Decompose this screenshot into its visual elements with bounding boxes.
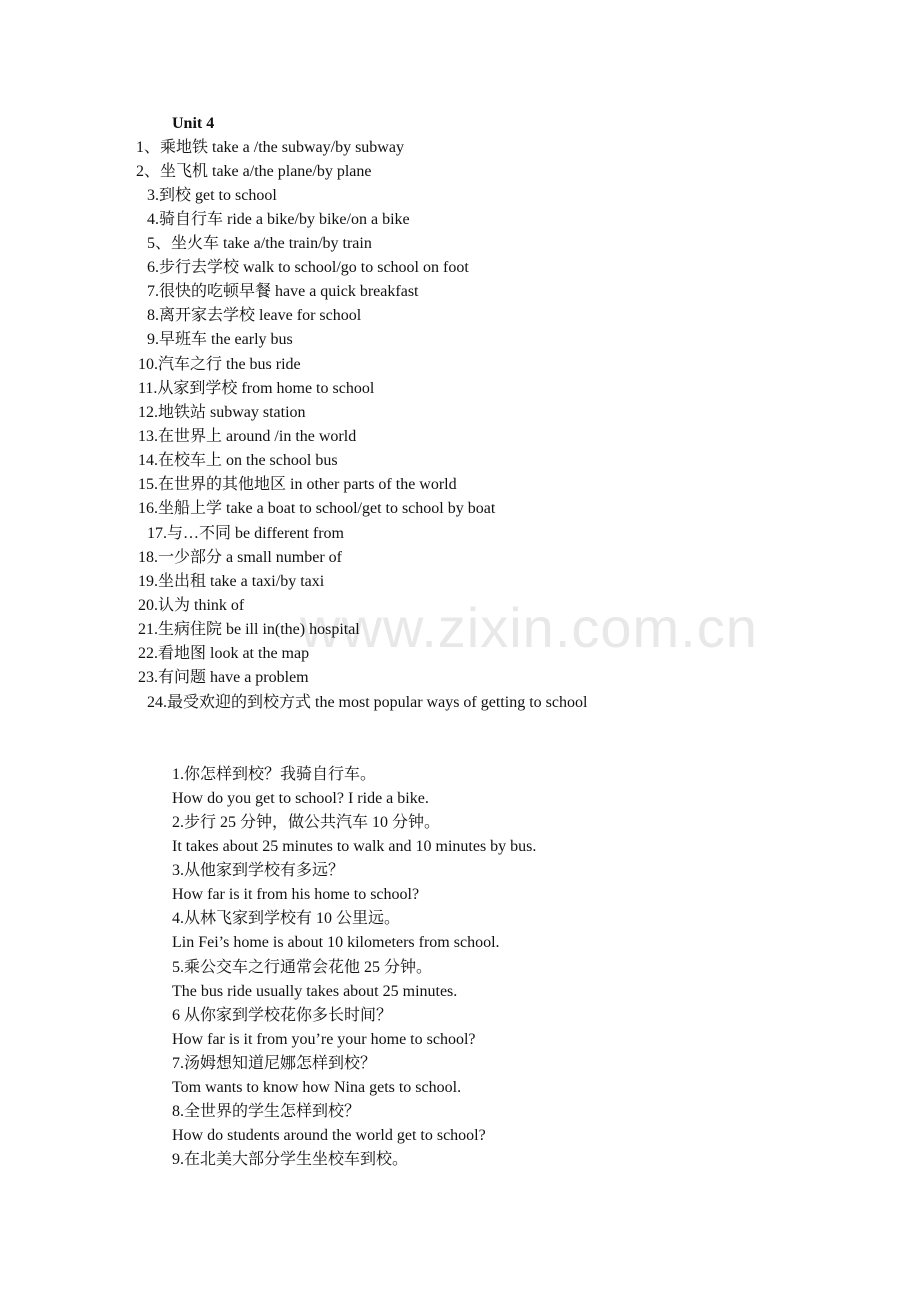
vocab-item: 8.离开家去学校 leave for school: [147, 307, 362, 324]
sentence-line: 5.乘公交车之行通常会花他 25 分钟。: [172, 959, 433, 976]
sentence-line: How do you get to school? I ride a bike.: [172, 790, 429, 807]
vocab-item: 4.骑自行车 ride a bike/by bike/on a bike: [147, 211, 410, 228]
sentence-line: 7.汤姆想知道尼娜怎样到校？: [172, 1055, 377, 1072]
vocab-item: 15.在世界的其他地区 in other parts of the world: [138, 476, 457, 493]
vocab-item: 16.坐船上学 take a boat to school/get to school by boat: [138, 500, 496, 517]
vocab-item: 7.很快的吃顿早餐 have a quick breakfast: [147, 283, 419, 300]
vocab-item: 2、坐飞机 take a/the plane/by plane: [136, 163, 372, 180]
sentence-line: How far is it from you’re your home to school?: [172, 1031, 476, 1048]
vocab-item: 9.早班车 the early bus: [147, 331, 293, 348]
sentence-line: The bus ride usually takes about 25 minutes.: [172, 983, 458, 1000]
vocab-item: 12.地铁站 subway station: [138, 404, 306, 421]
sentence-line: 6 从你家到学校花你多长时间？: [172, 1007, 393, 1024]
sentence-line: 2.步行 25 分钟，做公共汽车 10 分钟。: [172, 814, 441, 831]
sentence-line: 3.从他家到学校有多远？: [172, 862, 345, 879]
vocab-item: 22.看地图 look at the map: [138, 645, 310, 662]
sentence-line: 4.从林飞家到学校有 10 公里远。: [172, 910, 401, 927]
vocab-item: 10.汽车之行 the bus ride: [138, 356, 301, 373]
vocab-item: 11.从家到学校 from home to school: [138, 380, 375, 397]
sentence-line: 1.你怎样到校？我骑自行车。: [172, 766, 377, 783]
vocab-item: 17.与…不同 be different from: [147, 525, 344, 542]
sentence-line: 9.在北美大部分学生坐校车到校。: [172, 1151, 409, 1168]
sentence-line: How do students around the world get to school?: [172, 1127, 486, 1144]
vocab-item: 14.在校车上 on the school bus: [138, 452, 338, 469]
vocab-item: 19.坐出租 take a taxi/by taxi: [138, 573, 325, 590]
unit-title: Unit 4: [172, 115, 215, 132]
sentence-line: Lin Fei’s home is about 10 kilometers from school.: [172, 934, 500, 951]
watermark: www.zixin.com.cn: [300, 596, 758, 659]
vocab-item: 23.有问题 have a problem: [138, 669, 309, 686]
vocab-item: 13.在世界上 around /in the world: [138, 428, 357, 445]
vocab-item: 6.步行去学校 walk to school/go to school on foot: [147, 259, 469, 276]
vocab-item: 18.一少部分 a small number of: [138, 549, 342, 566]
sentence-line: It takes about 25 minutes to walk and 10 minutes by bus.: [172, 838, 537, 855]
vocab-item: 20.认为 think of: [138, 597, 245, 614]
sentence-line: Tom wants to know how Nina gets to school.: [172, 1079, 462, 1096]
vocab-item: 1、乘地铁 take a /the subway/by subway: [136, 139, 404, 156]
vocab-item: 3.到校 get to school: [147, 187, 277, 204]
vocab-item: 21.生病住院 be ill in(the) hospital: [138, 621, 360, 638]
sentence-line: 8.全世界的学生怎样到校？: [172, 1103, 361, 1120]
vocab-item: 5、坐火车 take a/the train/by train: [147, 235, 372, 252]
sentence-line: How far is it from his home to school?: [172, 886, 420, 903]
vocab-item: 24.最受欢迎的到校方式 the most popular ways of getting to school: [147, 694, 588, 711]
